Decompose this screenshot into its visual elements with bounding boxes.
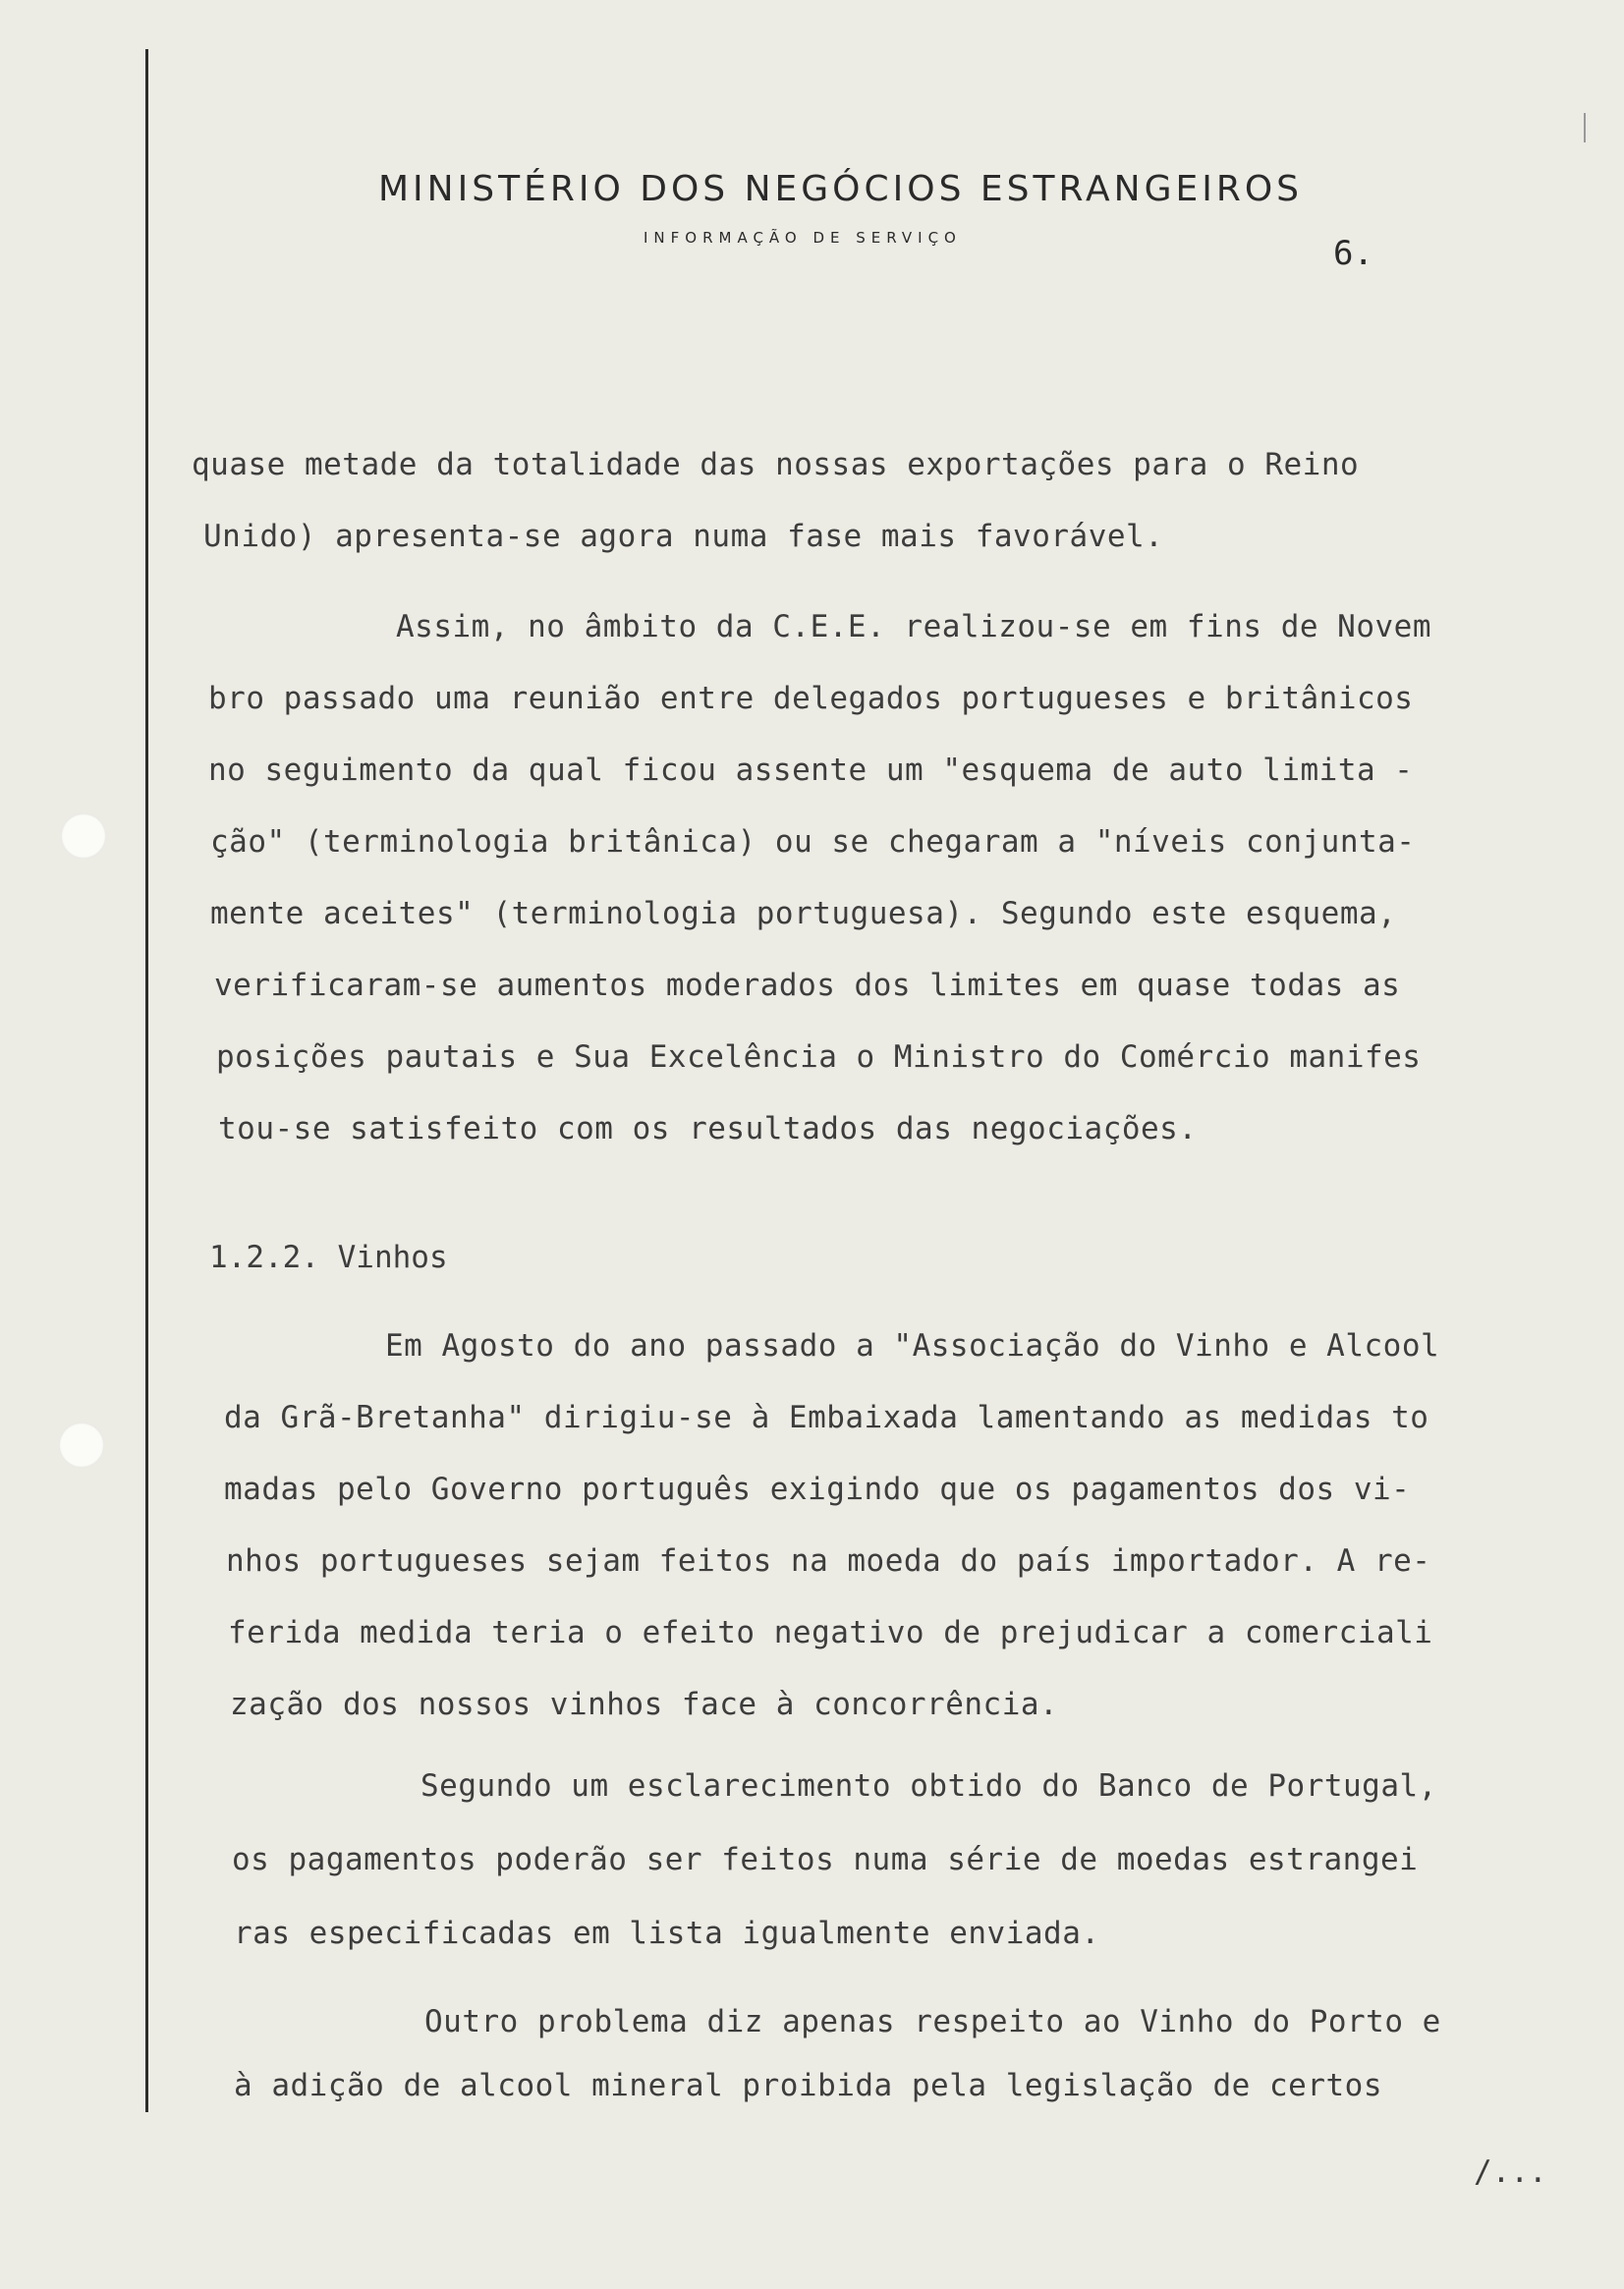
- body-line: Em Agosto do ano passado a "Associação do Vinho e Alcool: [385, 1328, 1440, 1364]
- body-line: ferida medida teria o efeito negativo de prejudicar a comerciali: [228, 1615, 1433, 1650]
- body-line: zação dos nossos vinhos face à concorrência.: [230, 1687, 1059, 1722]
- body-line: Segundo um esclarecimento obtido do Banco de Portugal,: [420, 1768, 1437, 1804]
- section-heading: 1.2.2. Vinhos: [209, 1240, 448, 1275]
- body-line: à adição de alcool mineral proibida pela legislação de certos: [234, 2068, 1382, 2103]
- body-line: Unido) apresenta-se agora numa fase mais favorável.: [203, 519, 1164, 554]
- body-line: no seguimento da qual ficou assente um "esquema de auto limita -: [208, 753, 1414, 788]
- body-line: verificaram-se aumentos moderados dos limites em quase todas as: [214, 968, 1401, 1003]
- page-number: 6.: [1333, 234, 1373, 273]
- document-subtitle: INFORMAÇÃO DE SERVIÇO: [644, 229, 962, 247]
- body-line: Assim, no âmbito da C.E.E. realizou-se em fins de Novem: [396, 609, 1431, 644]
- body-line: da Grã-Bretanha" dirigiu-se à Embaixada lamentando as medidas to: [224, 1400, 1429, 1435]
- body-line: bro passado uma reunião entre delegados portugueses e britânicos: [208, 681, 1414, 716]
- punch-hole-lower: [59, 1423, 104, 1468]
- body-line: madas pelo Governo português exigindo que os pagamentos dos vi-: [224, 1472, 1411, 1507]
- body-line: tou-se satisfeito com os resultados das negociações.: [218, 1111, 1198, 1146]
- body-line: mente aceites" (terminologia portuguesa). Segundo este esquema,: [210, 896, 1397, 931]
- body-line: ção" (terminologia britânica) ou se chegaram a "níveis conjunta-: [210, 824, 1416, 860]
- body-line: nhos portugueses sejam feitos na moeda do país importador. A re-: [226, 1543, 1431, 1579]
- body-line: quase metade da totalidade das nossas exportações para o Reino: [192, 447, 1360, 482]
- body-line: ras especificadas em lista igualmente enviada.: [234, 1916, 1100, 1951]
- ministry-title: MINISTÉRIO DOS NEGÓCIOS ESTRANGEIROS: [378, 169, 1304, 209]
- continuation-mark: /...: [1474, 2154, 1547, 2190]
- punch-hole-upper: [61, 813, 106, 859]
- body-line: Outro problema diz apenas respeito ao Vinho do Porto e: [424, 2004, 1441, 2039]
- edge-mark: [1584, 113, 1586, 142]
- body-line: posições pautais e Sua Excelência o Ministro do Comércio manifes: [216, 1039, 1422, 1075]
- margin-rule: [145, 49, 148, 2112]
- body-line: os pagamentos poderão ser feitos numa série de moedas estrangei: [232, 1842, 1419, 1877]
